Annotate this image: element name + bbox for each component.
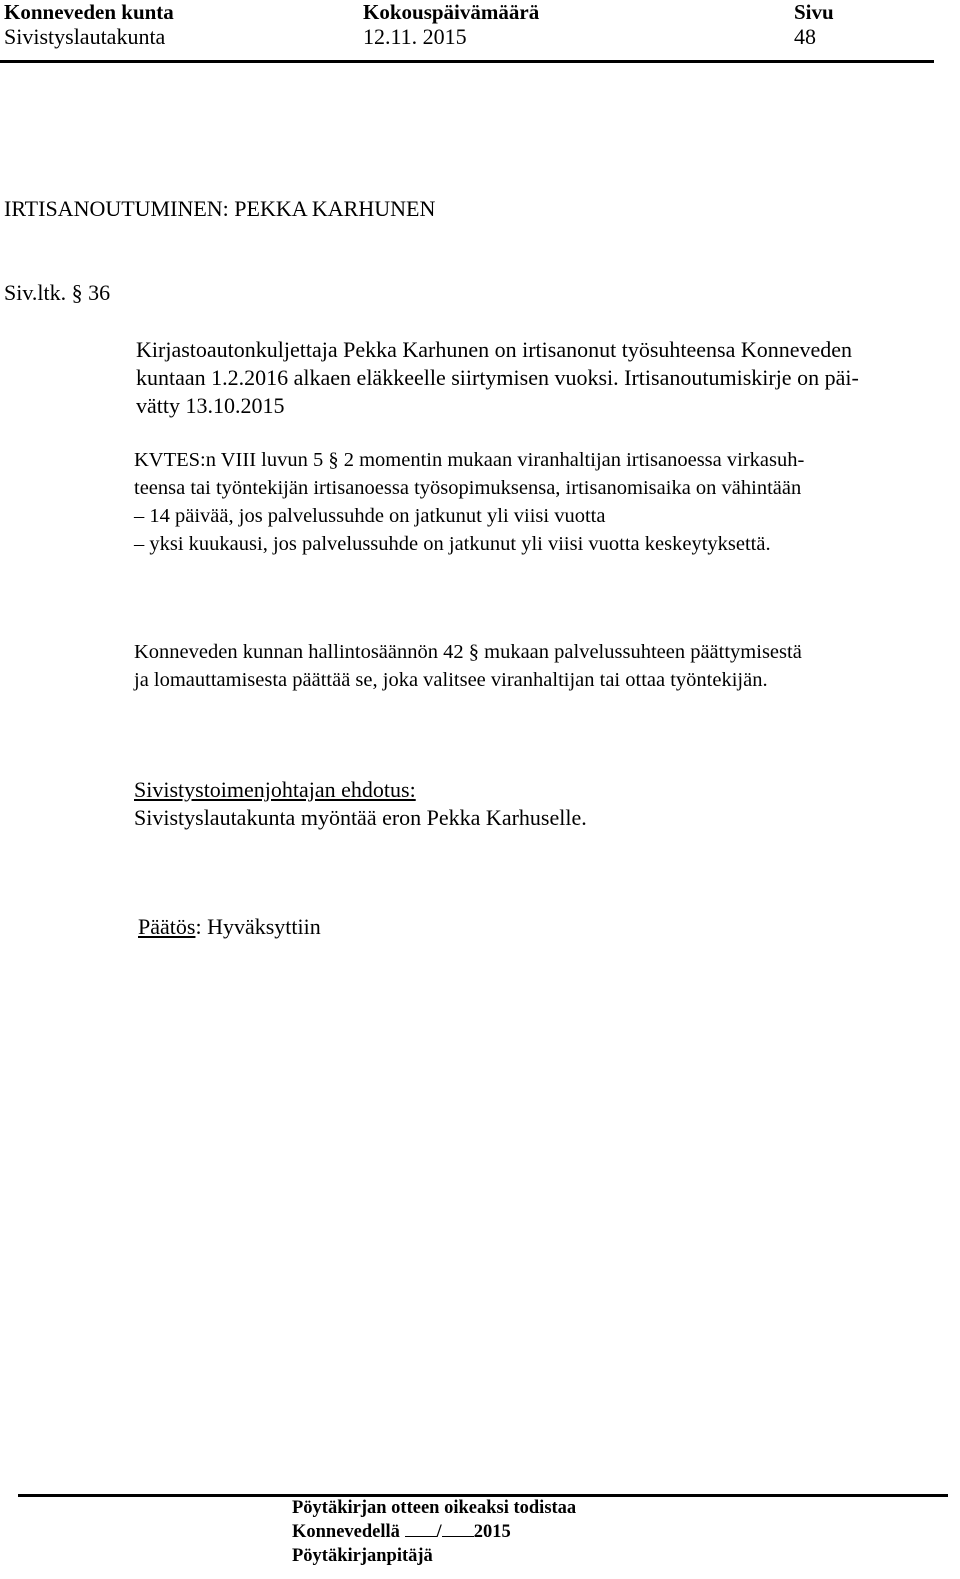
proposal-heading: Sivistystoimenjohtajan ehdotus: xyxy=(134,777,416,802)
decision-label: Päätös xyxy=(138,914,196,939)
paragraph-line: Konneveden kunnan hallintosäännön 42 § mukaan palvelussuhteen päättymisestä xyxy=(134,641,802,663)
proposal-block xyxy=(134,776,587,832)
paragraph-line: teensa tai työntekijän irtisanoessa työsopimuksensa, irtisanomisaika on vähintään xyxy=(134,477,802,499)
list-item: – 14 päivää, jos palvelussuhde on jatkunut yli viisi vuotta xyxy=(134,505,606,527)
minutes-keeper-label: Pöytäkirjanpitäjä xyxy=(292,1546,433,1566)
page-number: 48 xyxy=(794,24,816,49)
certification-text: Pöytäkirjan otteen oikeaksi todistaa xyxy=(292,1498,577,1518)
paragraph-line: Kirjastoautonkuljettaja Pekka Karhunen on irtisanonut työsuhteensa Konneveden xyxy=(136,337,853,362)
proposal-text: Sivistyslautakunta myöntää eron Pekka Karhuselle. xyxy=(134,805,587,830)
date-separator: / xyxy=(436,1522,442,1542)
meeting-date-label: Kokouspäivämäärä xyxy=(363,0,540,24)
paragraph-line: vätty 13.10.2015 xyxy=(136,393,285,418)
paragraph-notice-period xyxy=(134,446,804,558)
header-divider xyxy=(0,60,934,63)
paragraph-line: KVTES:n VIII luvun 5 § 2 momentin mukaan viranhaltijan irtisanoessa virkasuh- xyxy=(134,449,805,471)
certification-place-date xyxy=(292,1522,511,1543)
decision-text: : Hyväksyttiin xyxy=(195,914,321,939)
municipality-name: Konneveden kunta xyxy=(4,0,174,24)
month-blank xyxy=(442,1522,474,1537)
page-label: Sivu xyxy=(794,0,834,24)
paragraph-line: kuntaan 1.2.2016 alkaen eläkkeelle siirtymisen vuoksi. Irtisanoutumiskirje on päi- xyxy=(136,365,859,390)
paragraph-line: ja lomauttamisesta päättää se, joka valitsee viranhaltijan tai ottaa työntekijän. xyxy=(134,669,768,691)
paragraph-resignation xyxy=(136,336,859,420)
meeting-date-value: 12.11. 2015 xyxy=(363,24,467,49)
list-item: – yksi kuukausi, jos palvelussuhde on jatkunut yli viisi vuotta keskeytyksettä. xyxy=(134,533,771,555)
document-title: IRTISANOUTUMINEN: PEKKA KARHUNEN xyxy=(4,196,436,221)
day-blank xyxy=(405,1522,437,1537)
certification-place: Konnevedellä xyxy=(292,1522,400,1542)
committee-name: Sivistyslautakunta xyxy=(4,24,166,49)
paragraph-administrative-rule xyxy=(134,638,802,694)
decision-line xyxy=(134,914,321,940)
section-reference: Siv.ltk. § 36 xyxy=(4,280,111,305)
footer-divider xyxy=(18,1494,948,1497)
certification-year: 2015 xyxy=(473,1522,511,1542)
